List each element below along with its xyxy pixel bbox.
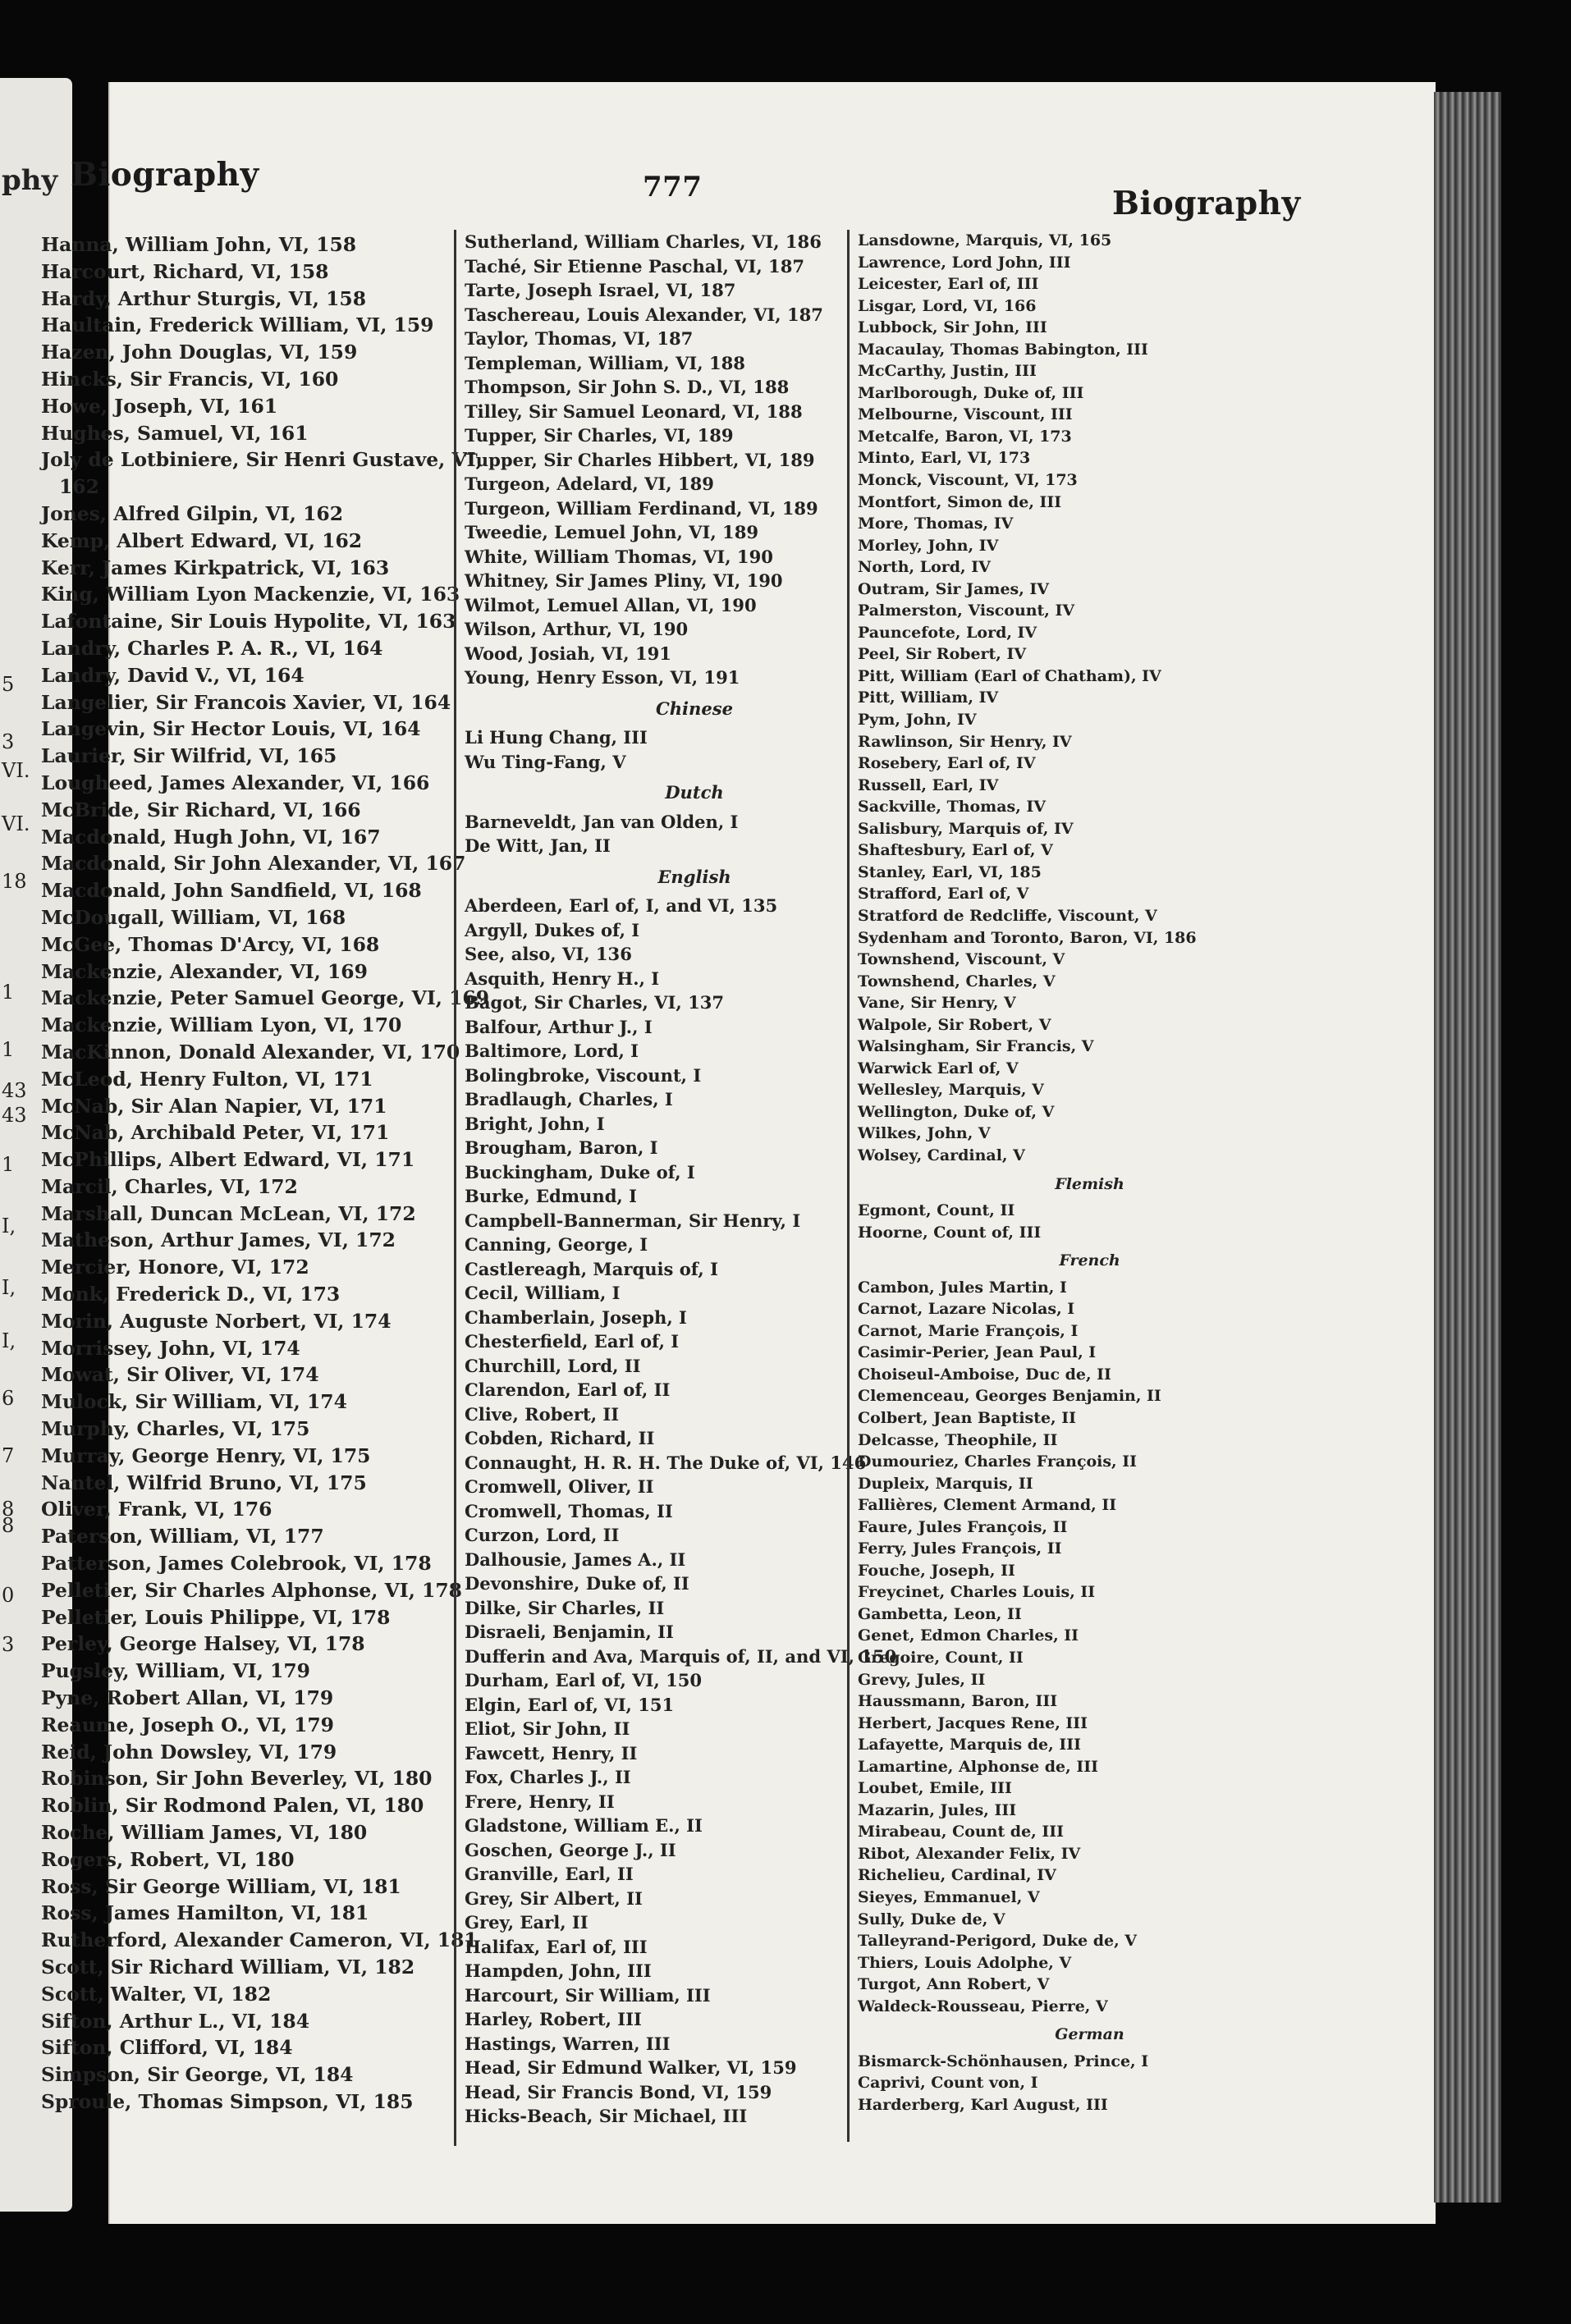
index-entry: Metcalfe, Baron, VI, 173 (858, 427, 1072, 446)
index-entry: Clive, Robert, II (465, 1403, 620, 1425)
index-entry: Vane, Sir Henry, V (858, 994, 1016, 1013)
index-entry: Howe, Joseph, VI, 161 (41, 394, 278, 418)
index-entry: Kemp, Albert Edward, VI, 162 (41, 528, 363, 552)
index-entry: Taché, Sir Etienne Paschal, VI, 187 (465, 255, 805, 277)
index-entry: Dalhousie, James A., II (465, 1549, 686, 1570)
index-entry: Murphy, Charles, VI, 175 (41, 1417, 310, 1441)
index-entry: King, William Lyon Mackenzie, VI, 163 (41, 583, 460, 606)
section-heading: German (1055, 2025, 1124, 2044)
left-page-fragment: 6 (2, 1387, 15, 1410)
index-entry: Marcil, Charles, VI, 172 (41, 1174, 298, 1198)
index-entry: Hanna, William John, VI, 158 (41, 233, 357, 256)
index-entry: Leicester, Earl of, III (858, 275, 1039, 294)
index-entry: Paterson, William, VI, 177 (41, 1525, 324, 1549)
index-entry: Pelletier, Sir Charles Alphonse, VI, 178 (41, 1578, 462, 1602)
index-entry: Montfort, Simon de, III (858, 492, 1062, 511)
index-entry: Mirabeau, Count de, III (858, 1823, 1064, 1841)
index-entry: Wellington, Duke of, V (858, 1102, 1055, 1121)
index-entry: Choiseul-Amboise, Duc de, II (858, 1365, 1111, 1384)
index-entry: Canning, George, I (465, 1234, 648, 1255)
index-entry: Gladstone, William E., II (465, 1815, 703, 1836)
index-entry: Laurier, Sir Wilfrid, VI, 165 (41, 744, 337, 768)
index-entry: Head, Sir Edmund Walker, VI, 159 (465, 2057, 797, 2078)
index-entry: Elgin, Earl of, VI, 151 (465, 1694, 675, 1715)
index-entry: Patterson, James Colebrook, VI, 178 (41, 1552, 432, 1576)
index-entry: Bismarck-Schönhausen, Prince, I (858, 2052, 1149, 2070)
index-entry: Tilley, Sir Samuel Leonard, VI, 188 (465, 400, 803, 422)
index-entry: Rogers, Robert, VI, 180 (41, 1847, 295, 1871)
index-entry: Turgeon, William Ferdinand, VI, 189 (465, 497, 818, 519)
index-entry: Casimir-Perier, Jean Paul, I (858, 1343, 1097, 1362)
index-entry: Matheson, Arthur James, VI, 172 (41, 1228, 396, 1252)
index-entry: Stanley, Earl, VI, 185 (858, 862, 1042, 881)
index-entry: Colbert, Jean Baptiste, II (858, 1408, 1076, 1427)
index-entry: Head, Sir Francis Bond, VI, 159 (465, 2081, 772, 2102)
left-page-fragment: 18 (2, 870, 27, 893)
index-entry: Morin, Auguste Norbert, VI, 174 (41, 1309, 392, 1333)
index-entry: Macdonald, John Sandfield, VI, 168 (41, 879, 422, 903)
index-entry: Li Hung Chang, III (465, 727, 648, 748)
index-entry: Reid, John Dowsley, VI, 179 (41, 1740, 337, 1764)
index-entry: Clemenceau, Georges Benjamin, II (858, 1387, 1161, 1406)
index-entry: Joly de Lotbiniere, Sir Henri Gustave, VI, 162 (41, 448, 483, 499)
index-entry: Aberdeen, Earl of, I, and VI, 135 (465, 895, 778, 916)
index-entry: Pugsley, William, VI, 179 (41, 1659, 310, 1683)
index-entry: Tupper, Sir Charles Hibbert, VI, 189 (465, 449, 815, 470)
index-entry: Landry, Charles P. A. R., VI, 164 (41, 636, 383, 660)
index-entry: Fallières, Clement Armand, II (858, 1496, 1117, 1515)
index-entry: Baltimore, Lord, I (465, 1041, 639, 1061)
index-entry: Hardy, Arthur Sturgis, VI, 158 (41, 286, 367, 310)
index-entry: Cecil, William, I (465, 1283, 621, 1303)
index-entry: Palmerston, Viscount, IV (858, 602, 1075, 620)
left-page-fragment: 8 (2, 1498, 15, 1521)
index-entry: Balfour, Arthur J., I (465, 1016, 653, 1037)
index-entry: Cambon, Jules Martin, I (858, 1278, 1067, 1297)
index-entry: Sutherland, William Charles, VI, 186 (465, 231, 822, 252)
index-entry: McNab, Archibald Peter, VI, 171 (41, 1121, 390, 1145)
index-entry: Sydenham and Toronto, Baron, VI, 186 (858, 928, 1197, 947)
index-entry: Curzon, Lord, II (465, 1525, 620, 1545)
left-page-fragment: 3 (2, 730, 15, 753)
index-entry: McGee, Thomas D'Arcy, VI, 168 (41, 932, 380, 956)
index-entry: Frere, Henry, II (465, 1791, 615, 1812)
index-entry: Roche, William James, VI, 180 (41, 1821, 368, 1845)
index-entry: Grevy, Jules, II (858, 1670, 986, 1689)
index-entry: Wilmot, Lemuel Allan, VI, 190 (465, 594, 757, 615)
index-entry: Townshend, Viscount, V (858, 950, 1065, 969)
index-entry: Wilson, Arthur, VI, 190 (465, 619, 689, 639)
index-entry: Bright, John, I (465, 1113, 605, 1134)
index-entry: Haussmann, Baron, III (858, 1692, 1058, 1711)
index-entry: Pitt, William, IV (858, 689, 999, 707)
index-entry: Langelier, Sir Francois Xavier, VI, 164 (41, 690, 451, 714)
index-entry: Buckingham, Duke of, I (465, 1161, 695, 1183)
index-entry: Lubbock, Sir John, III (858, 318, 1047, 337)
left-page-fragment: 0 (2, 1584, 15, 1607)
section-heading: French (1059, 1251, 1120, 1270)
section-heading: Chinese (655, 698, 734, 719)
index-entry: Walpole, Sir Robert, V (858, 1015, 1051, 1034)
index-entry: Melbourne, Viscount, III (858, 405, 1073, 424)
index-entry: Carnot, Marie François, I (858, 1321, 1079, 1340)
index-entry: Thompson, Sir John S. D., VI, 188 (465, 377, 790, 397)
index-entry: Dupleix, Marquis, II (858, 1474, 1033, 1493)
index-entry: Caprivi, Count von, I (858, 2074, 1038, 2093)
index-entry: Carnot, Lazare Nicolas, I (858, 1300, 1075, 1319)
index-entry: Bradlaugh, Charles, I (465, 1089, 673, 1109)
index-entry: Mowat, Sir Oliver, VI, 174 (41, 1363, 319, 1387)
index-entry: Taschereau, Louis Alexander, VI, 187 (465, 304, 823, 325)
index-entry: Mackenzie, Alexander, VI, 169 (41, 959, 368, 983)
index-entry: Macdonald, Hugh John, VI, 167 (41, 825, 381, 849)
left-page-fragment: 43 (2, 1104, 27, 1127)
left-page-fragment: VI. (2, 812, 30, 835)
index-entry: Langevin, Sir Hector Louis, VI, 164 (41, 717, 421, 741)
index-entry: Young, Henry Esson, VI, 191 (465, 667, 740, 688)
index-entry: Campbell-Bannerman, Sir Henry, I (465, 1210, 801, 1231)
index-entry: Pitt, William (Earl of Chatham), IV (858, 666, 1161, 685)
index-entry: Sifton, Arthur L., VI, 184 (41, 2009, 310, 2033)
index-entry: McCarthy, Justin, III (858, 362, 1037, 381)
index-entry: Scott, Walter, VI, 182 (41, 1982, 272, 2006)
index-entry: Hincks, Sir Francis, VI, 160 (41, 367, 339, 391)
index-entry: Hughes, Samuel, VI, 161 (41, 421, 309, 445)
index-entry: Burke, Edmund, I (465, 1186, 637, 1206)
index-entry: Russell, Earl, IV (858, 775, 999, 794)
index-entry: More, Thomas, IV (858, 515, 1014, 533)
index-entry: Gregoire, Count, II (858, 1649, 1024, 1667)
index-entry: Morrissey, John, VI, 174 (41, 1336, 300, 1360)
index-entry: Genet, Edmon Charles, II (858, 1626, 1079, 1645)
index-entry: Ribot, Alexander Felix, IV (858, 1844, 1081, 1863)
index-entry: Wood, Josiah, VI, 191 (465, 643, 671, 664)
index-entry: Bagot, Sir Charles, VI, 137 (465, 992, 725, 1013)
index-entry: Taylor, Thomas, VI, 187 (465, 328, 694, 349)
index-entry: Halifax, Earl of, III (465, 1936, 648, 1957)
index-entry: Grey, Earl, II (465, 1912, 589, 1933)
index-entry: Monk, Frederick D., VI, 173 (41, 1283, 341, 1306)
index-entry: Brougham, Baron, I (465, 1137, 658, 1158)
index-entry: Pyne, Robert Allan, VI, 179 (41, 1686, 334, 1710)
index-entry: Mulock, Sir William, VI, 174 (41, 1390, 347, 1414)
running-head-left: Biography (71, 156, 259, 194)
index-entry: Cobden, Richard, II (465, 1428, 655, 1448)
index-entry: Tarte, Joseph Israel, VI, 187 (465, 280, 736, 300)
index-entry: Rutherford, Alexander Cameron, VI, 181 (41, 1928, 478, 1952)
index-entry: Fouche, Joseph, II (858, 1561, 1015, 1580)
index-entry: Sully, Duke de, V (858, 1910, 1005, 1928)
index-entry: Townshend, Charles, V (858, 972, 1056, 990)
index-entry: Granville, Earl, II (465, 1864, 634, 1884)
index-entry: Morley, John, IV (858, 536, 999, 555)
index-entry: Macaulay, Thomas Babington, III (858, 340, 1148, 359)
index-entry: Mazarin, Jules, III (858, 1800, 1017, 1819)
index-entry: Marlborough, Duke of, III (858, 383, 1084, 402)
index-entry: Macdonald, Sir John Alexander, VI, 167 (41, 852, 466, 876)
index-entry: Dumouriez, Charles François, II (858, 1452, 1137, 1471)
index-entry: Landry, David V., VI, 164 (41, 663, 305, 687)
index-entry: Roblin, Sir Rodmond Palen, VI, 180 (41, 1794, 424, 1818)
index-entry: Castlereagh, Marquis of, I (465, 1258, 718, 1279)
index-entry: Richelieu, Cardinal, IV (858, 1866, 1056, 1885)
section-heading: Dutch (665, 782, 724, 803)
index-entry: Goschen, George J., II (465, 1839, 676, 1860)
index-entry: MacKinnon, Donald Alexander, VI, 170 (41, 1040, 460, 1064)
left-page-fragment: I, (2, 1329, 16, 1352)
index-entry: Jones, Alfred Gilpin, VI, 162 (41, 501, 344, 525)
index-entry: Peel, Sir Robert, IV (858, 645, 1027, 664)
index-entry: Hastings, Warren, III (465, 2033, 671, 2054)
index-entry: Lawrence, Lord John, III (858, 253, 1071, 272)
index-entry: Gambetta, Leon, II (858, 1604, 1022, 1623)
index-entry: Lisgar, Lord, VI, 166 (858, 296, 1037, 315)
index-entry: Sproule, Thomas Simpson, VI, 185 (41, 2089, 414, 2113)
index-entry: Lansdowne, Marquis, VI, 165 (858, 231, 1112, 249)
index-entry: Fox, Charles J., II (465, 1767, 631, 1787)
index-entry: Egmont, Count, II (858, 1201, 1015, 1220)
left-page-fragment: I, (2, 1215, 16, 1237)
index-entry: Harderberg, Karl August, III (858, 2095, 1108, 2114)
index-entry: Lamartine, Alphonse de, III (858, 1757, 1098, 1776)
index-entry: Hazen, John Douglas, VI, 159 (41, 341, 358, 364)
index-entry: McLeod, Henry Fulton, VI, 171 (41, 1067, 373, 1091)
running-head-right: Biography (1112, 185, 1301, 222)
index-entry: Perley, George Halsey, VI, 178 (41, 1632, 365, 1656)
index-entry: Robinson, Sir John Beverley, VI, 180 (41, 1767, 433, 1791)
index-entry: Herbert, Jacques Rene, III (858, 1713, 1088, 1732)
left-page-fragment: 1 (2, 1038, 15, 1061)
index-entry: Lougheed, James Alexander, VI, 166 (41, 771, 430, 794)
index-column-3 (847, 230, 1321, 2142)
index-entry: Stratford de Redcliffe, Viscount, V (858, 906, 1157, 925)
index-entry: Chesterfield, Earl of, I (465, 1331, 680, 1352)
index-entry: Warwick Earl of, V (858, 1059, 1019, 1077)
index-entry: Sifton, Clifford, VI, 184 (41, 2036, 293, 2060)
index-entry: Thiers, Louis Adolphe, V (858, 1953, 1072, 1972)
index-entry: Devonshire, Duke of, II (465, 1573, 689, 1594)
index-entry: Mercier, Honore, VI, 172 (41, 1256, 309, 1279)
index-entry: Cromwell, Thomas, II (465, 1500, 673, 1521)
index-entry: Wu Ting-Fang, V (465, 751, 626, 772)
index-entry: Hoorne, Count of, III (858, 1223, 1042, 1242)
index-entry: Talleyrand-Perigord, Duke de, V (858, 1932, 1138, 1951)
index-entry: Oliver, Frank, VI, 176 (41, 1498, 273, 1521)
index-entry: Dilke, Sir Charles, II (465, 1597, 665, 1618)
index-entry: Lafayette, Marquis de, III (858, 1736, 1081, 1754)
index-entry: Scott, Sir Richard William, VI, 182 (41, 1956, 415, 1979)
index-entry: Rawlinson, Sir Henry, IV (858, 732, 1072, 751)
index-entry: Hicks-Beach, Sir Michael, III (465, 2106, 748, 2126)
index-entry: Marshall, Duncan McLean, VI, 172 (41, 1201, 416, 1225)
index-entry: McBride, Sir Richard, VI, 166 (41, 798, 361, 821)
index-entry: De Witt, Jan, II (465, 835, 611, 856)
index-entry: Chamberlain, Joseph, I (465, 1306, 687, 1328)
index-entry: White, William Thomas, VI, 190 (465, 546, 773, 567)
index-entry: Pauncefote, Lord, IV (858, 623, 1037, 642)
index-entry: North, Lord, IV (858, 558, 991, 577)
index-entry: Bolingbroke, Viscount, I (465, 1064, 702, 1086)
index-entry: Grey, Sir Albert, II (465, 1887, 643, 1909)
index-entry: Harcourt, Richard, VI, 158 (41, 259, 329, 283)
left-page-fragment: 1 (2, 1153, 15, 1176)
index-entry: Asquith, Henry H., I (465, 968, 660, 989)
index-entry: Durham, Earl of, VI, 150 (465, 1670, 703, 1690)
index-entry: Sieyes, Emmanuel, V (858, 1888, 1040, 1907)
index-entry: Tweedie, Lemuel John, VI, 189 (465, 522, 759, 542)
index-entry: Minto, Earl, VI, 173 (858, 449, 1031, 468)
index-entry: Ferry, Jules François, II (858, 1539, 1062, 1558)
index-entry: McNab, Sir Alan Napier, VI, 171 (41, 1094, 387, 1118)
left-page-fragment: 43 (2, 1079, 27, 1102)
index-entry: Barneveldt, Jan van Olden, I (465, 811, 739, 832)
index-entry: Pelletier, Louis Philippe, VI, 178 (41, 1605, 391, 1629)
index-entry: Nantel, Wilfrid Bruno, VI, 175 (41, 1471, 367, 1494)
index-entry: Dufferin and Ava, Marquis of, II, and VI, 150 (465, 1645, 897, 1667)
index-entry: Pym, John, IV (858, 711, 977, 730)
index-entry: Argyll, Dukes of, I (465, 919, 640, 940)
index-entry: Fawcett, Henry, II (465, 1742, 638, 1764)
section-heading: English (657, 866, 731, 887)
index-entry: Templeman, William, VI, 188 (465, 352, 745, 373)
index-entry: Reaume, Joseph O., VI, 179 (41, 1713, 334, 1736)
left-page-fragment: 7 (2, 1444, 15, 1467)
index-entry: Delcasse, Theophile, II (858, 1430, 1058, 1449)
index-entry: Shaftesbury, Earl of, V (858, 841, 1053, 860)
index-entry: McDougall, William, VI, 168 (41, 905, 346, 929)
index-entry: Monck, Viscount, VI, 173 (858, 471, 1078, 490)
index-entry: Freycinet, Charles Louis, II (858, 1583, 1096, 1602)
index-entry: Disraeli, Benjamin, II (465, 1622, 674, 1642)
index-entry: Faure, Jules François, II (858, 1517, 1068, 1536)
section-heading: Flemish (1055, 1174, 1124, 1193)
index-entry: Haultain, Frederick William, VI, 159 (41, 313, 434, 337)
left-page-fragment: 3 (2, 1633, 15, 1656)
index-entry: McPhillips, Albert Edward, VI, 171 (41, 1148, 415, 1172)
index-entry: Harcourt, Sir William, III (465, 1984, 711, 2006)
index-entry: Ross, Sir George William, VI, 181 (41, 1874, 401, 1898)
index-entry: Wolsey, Cardinal, V (858, 1146, 1025, 1164)
index-entry: Waldeck-Rousseau, Pierre, V (858, 1997, 1108, 2015)
index-entry: Murray, George Henry, VI, 175 (41, 1443, 371, 1467)
index-entry: Simpson, Sir George, VI, 184 (41, 2063, 354, 2087)
index-entry: Strafford, Earl of, V (858, 885, 1029, 904)
index-entry: Lafontaine, Sir Louis Hypolite, VI, 163 (41, 610, 456, 634)
index-entry: Kerr, James Kirkpatrick, VI, 163 (41, 556, 390, 579)
index-entry: Ross, James Hamilton, VI, 181 (41, 1901, 369, 1925)
left-page-fragment: 8 (2, 1514, 15, 1537)
left-page-fragment: 5 (2, 673, 15, 696)
index-entry: Rosebery, Earl of, IV (858, 754, 1036, 773)
index-entry: See, also, VI, 136 (465, 944, 632, 964)
left-page-fragment: VI. (2, 759, 30, 782)
index-entry: Turgot, Ann Robert, V (858, 1975, 1050, 1994)
index-entry: Cromwell, Oliver, II (465, 1476, 654, 1497)
page-edges (1434, 92, 1501, 2203)
left-page-fragment: phy (2, 164, 58, 197)
index-entry: Turgeon, Adelard, VI, 189 (465, 473, 714, 494)
index-entry: Salisbury, Marquis of, IV (858, 819, 1074, 838)
index-column-1 (41, 231, 492, 2116)
left-page-fragment: 1 (2, 981, 15, 1004)
index-entry: Eliot, Sir John, II (465, 1718, 630, 1739)
index-entry: Tupper, Sir Charles, VI, 189 (465, 425, 734, 446)
index-entry: Mackenzie, William Lyon, VI, 170 (41, 1013, 402, 1037)
index-entry: Harley, Robert, III (465, 2009, 642, 2029)
index-entry: Outram, Sir James, IV (858, 579, 1050, 598)
index-entry: Loubet, Emile, III (858, 1779, 1012, 1798)
index-entry: Wellesley, Marquis, V (858, 1081, 1044, 1100)
index-entry: Hampden, John, III (465, 1960, 652, 1981)
index-entry: Sackville, Thomas, IV (858, 798, 1046, 817)
page-number: 777 (643, 171, 703, 204)
left-page-fragment: I, (2, 1276, 16, 1299)
index-entry: Walsingham, Sir Francis, V (858, 1037, 1094, 1056)
index-entry: Whitney, Sir James Pliny, VI, 190 (465, 570, 783, 591)
index-entry: Wilkes, John, V (858, 1124, 991, 1143)
index-entry: Churchill, Lord, II (465, 1355, 641, 1376)
index-entry: Connaught, H. R. H. The Duke of, VI, 146 (465, 1452, 867, 1473)
index-entry: Mackenzie, Peter Samuel George, VI, 169 (41, 986, 490, 1010)
index-entry: Clarendon, Earl of, II (465, 1379, 671, 1400)
